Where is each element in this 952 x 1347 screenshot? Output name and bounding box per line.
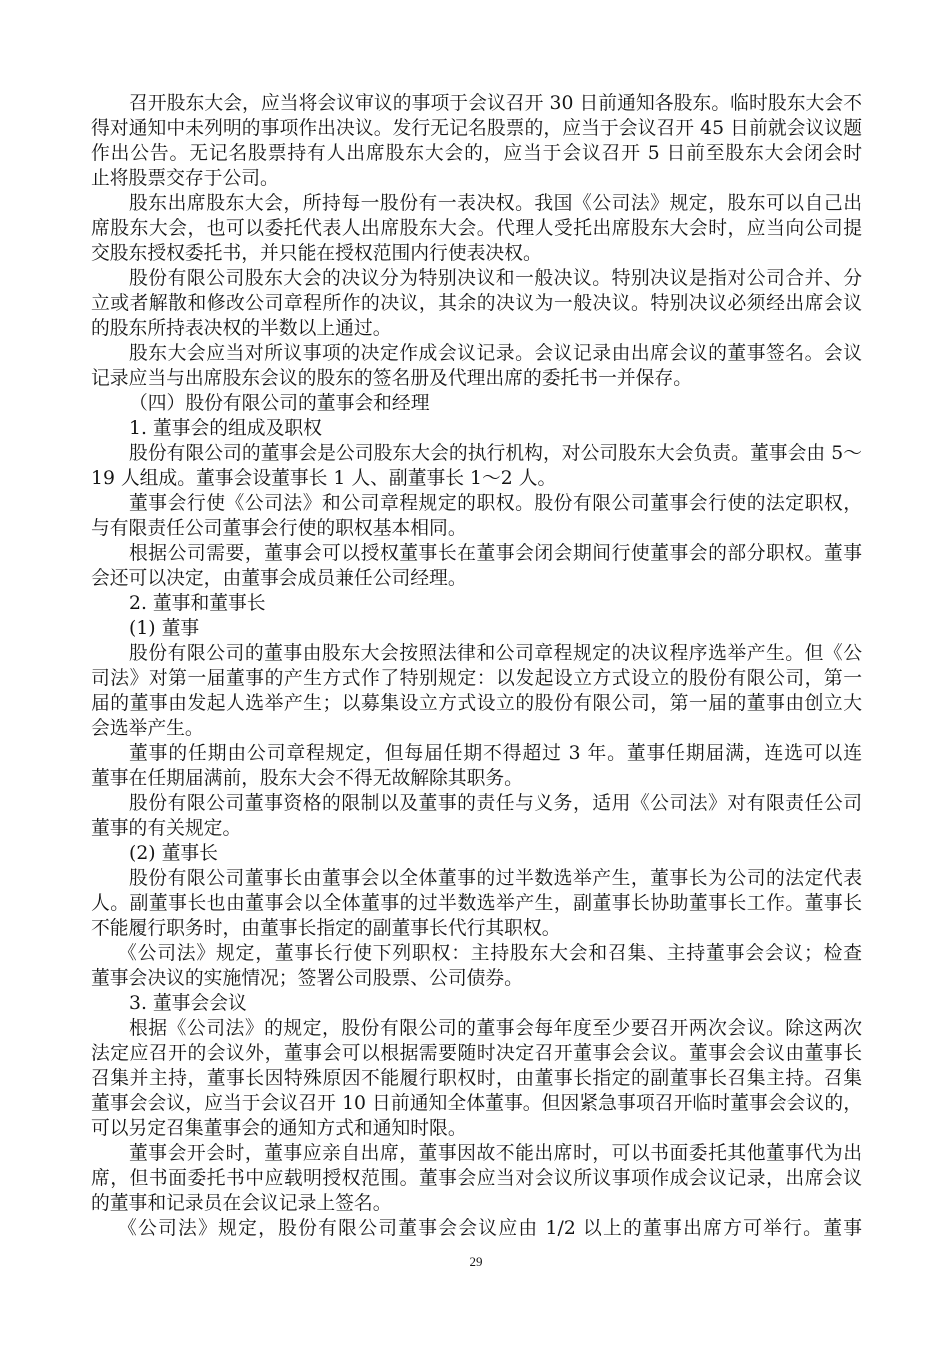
text-line: 董事的任期由公司章程规定，但每届任期不得超过 3 年。董事任期届满，连选可以连 [129, 743, 862, 764]
text-line: 作出公告。无记名股票持有人出席股东大会的，应当于会议召开 5 日前至股东大会闭会时 [91, 143, 862, 164]
text-line: 席，但书面委托书中应载明授权范围。董事会应当对会议所议事项作成会议记录，出席会议 [91, 1168, 862, 1189]
text-line: 与有限责任公司董事会行使的职权基本相同。 [91, 518, 467, 539]
text-line: 的股东所持表决权的半数以上通过。 [91, 318, 392, 339]
text-line: 董事的有关规定。 [91, 818, 242, 839]
section-heading: （四）股份有限公司的董事会和经理 [129, 393, 430, 414]
text-line: 记录应当与出席股东会议的股东的签名册及代理出席的委托书一并保存。 [91, 368, 692, 389]
text-line: 董事会决议的实施情况；签署公司股票、公司债券。 [91, 968, 523, 989]
subsection-heading: 1. 董事会的组成及职权 [129, 418, 322, 439]
text-line: 股东大会应当对所议事项的决定作成会议记录。会议记录由出席会议的董事签名。会议 [129, 343, 862, 364]
text-line: 司法》对第一届董事的产生方式作了特别规定：以发起设立方式设立的股份有限公司，第一 [91, 668, 862, 689]
body-text [91, 91, 862, 1241]
text-line: 《公司法》规定，股份有限公司董事会会议应由 1/2 以上的董事出席方可举行。董事 [118, 1218, 862, 1239]
text-line: 召开股东大会，应当将会议审议的事项于会议召开 30 日前通知各股东。临时股东大会不 [129, 93, 862, 114]
text-line: 根据公司需要，董事会可以授权董事长在董事会闭会期间行使董事会的部分职权。董事 [129, 543, 862, 564]
subsection-heading: 3. 董事会会议 [129, 993, 247, 1014]
text-line: 股份有限公司的董事会是公司股东大会的执行机构，对公司股东大会负责。董事会由 5～ [129, 443, 862, 464]
text-line: 股份有限公司董事资格的限制以及董事的责任与义务，适用《公司法》对有限责任公司 [129, 793, 862, 814]
text-line: 席股东大会，也可以委托代表人出席股东大会。代理人受托出席股东大会时，应当向公司提 [91, 218, 862, 239]
item-heading: (2) 董事长 [129, 843, 218, 864]
text-line: 交股东授权委托书，并只能在授权范围内行使表决权。 [91, 243, 542, 264]
text-line: 董事会会议，应当于会议召开 10 日前通知全体董事。但因紧急事项召开临时董事会会议的， [91, 1093, 862, 1114]
text-line: 召集并主持，董事长因特殊原因不能履行职权时，由董事长指定的副董事长召集主持。召集 [91, 1068, 862, 1089]
text-line: 会还可以决定，由董事会成员兼任公司经理。 [91, 568, 467, 589]
text-line: 止将股票交存于公司。 [91, 168, 279, 189]
text-line: 股份有限公司的董事由股东大会按照法律和公司章程规定的决议程序选举产生。但《公 [129, 643, 862, 664]
text-line: 股份有限公司股东大会的决议分为特别决议和一般决议。特别决议是指对公司合并、分 [129, 268, 862, 289]
text-line: 《公司法》规定，董事长行使下列职权：主持股东大会和召集、主持董事会会议；检查 [118, 943, 862, 964]
text-line: 届的董事由发起人选举产生；以募集设立方式设立的股份有限公司，第一届的董事由创立大 [91, 693, 862, 714]
text-line: 股东出席股东大会，所持每一股份有一表决权。我国《公司法》规定，股东可以自己出 [129, 193, 862, 214]
text-line: 会选举产生。 [91, 718, 204, 739]
text-line: 人。副董事长也由董事会以全体董事的过半数选举产生，副董事长协助董事长工作。董事长 [91, 893, 862, 914]
text-line: 董事会行使《公司法》和公司章程规定的职权。股份有限公司董事会行使的法定职权， [129, 493, 862, 514]
text-line: 根据《公司法》的规定，股份有限公司的董事会每年度至少要召开两次会议。除这两次 [129, 1018, 862, 1039]
text-line: 19 人组成。董事会设董事长 1 人、副董事长 1～2 人。 [91, 468, 557, 489]
text-line: 立或者解散和修改公司章程所作的决议，其余的决议为一般决议。特别决议必须经出席会议 [91, 293, 862, 314]
page-number: 29 [469, 1254, 483, 1269]
subsection-heading: 2. 董事和董事长 [129, 593, 266, 614]
text-line: 法定应召开的会议外，董事会可以根据需要随时决定召开董事会会议。董事会会议由董事长 [91, 1043, 862, 1064]
text-line: 不能履行职务时，由董事长指定的副董事长代行其职权。 [91, 918, 561, 939]
text-line: 得对通知中未列明的事项作出决议。发行无记名股票的，应当于会议召开 45 日前就会议议题 [91, 118, 862, 139]
text-line: 董事会开会时，董事应亲自出席，董事因故不能出席时，可以书面委托其他董事代为出 [129, 1143, 862, 1164]
text-line: 可以另定召集董事会的通知方式和通知时限。 [91, 1118, 467, 1139]
item-heading: (1) 董事 [129, 618, 200, 639]
text-line: 股份有限公司董事长由董事会以全体董事的过半数选举产生，董事长为公司的法定代表 [129, 868, 862, 889]
text-line: 的董事和记录员在会议记录上签名。 [91, 1193, 392, 1214]
text-line: 董事在任期届满前，股东大会不得无故解除其职务。 [91, 768, 523, 789]
